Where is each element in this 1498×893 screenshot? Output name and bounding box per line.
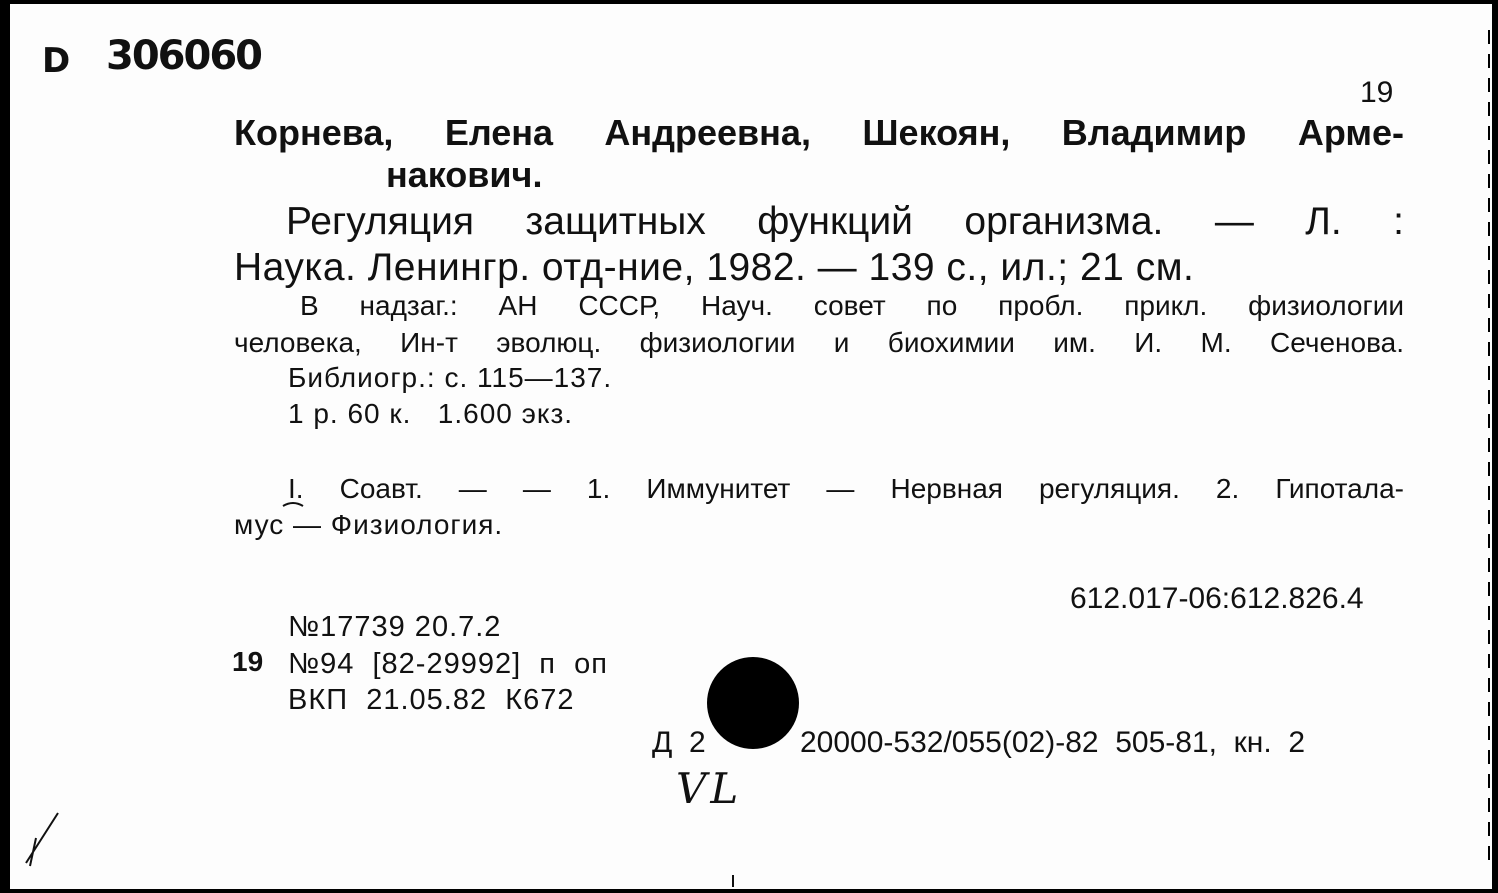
note-line-1: В надзаг.: АН СССР, Науч. совет по пробл. прикл. физиологии [300,290,1404,321]
handwritten-mark: VL [676,764,743,813]
tracing-line-1: I. Соавт. — — 1. Иммунитет — Нервная регуляция. 2. Гипотала- [288,473,1404,504]
title-line-2: Наука. Ленингр. отд-ние, 1982. — 139 с., ил.; 21 см. [234,246,1195,289]
tracing-line-2: мус — Физиология. [234,509,504,540]
tracing-underline-mark [282,500,304,508]
title-line-1: Регуляция защитных функций организма. — Л. : [286,200,1404,243]
corner-number: 19 [1360,76,1394,109]
author-line-2: накович. [386,154,543,195]
bibliography-note: Библиогр.: с. 115—137. [288,362,613,393]
order-year: 19 [232,646,264,677]
punch-hole [707,657,799,749]
order-line-1: №17739 20.7.2 [288,611,502,643]
isbn-prefix: Д 2 [652,726,706,759]
card-dashed-margin [1488,30,1490,870]
note-line-2: человека, Ин-т эволюц. физиологии и биохимии им. И. М. Сеченова. [234,327,1404,358]
card-top-edge [0,0,1498,4]
call-number: D [42,41,71,81]
order-line-3: ВКП 21.05.82 К672 [288,684,575,716]
udc-number: 612.017-06:612.826.4 [1070,582,1364,615]
bottom-tick-mark [732,875,734,887]
handwritten-margin-mark [18,808,68,868]
order-line-2: №94 [82-29992] п оп [288,648,608,680]
author-line-1: Корнева, Елена Андреевна, Шекоян, Владимир Арме- [234,112,1404,153]
price-and-copies: 1 р. 60 к. 1.600 экз. [288,398,574,429]
card-right-edge [1492,0,1498,893]
card-left-edge [0,0,10,893]
card-bottom-edge [0,889,1498,893]
inventory-number: 306060 [106,33,261,79]
isbn-rest: 20000-532/055(02)-82 505-81, кн. 2 [800,726,1306,759]
